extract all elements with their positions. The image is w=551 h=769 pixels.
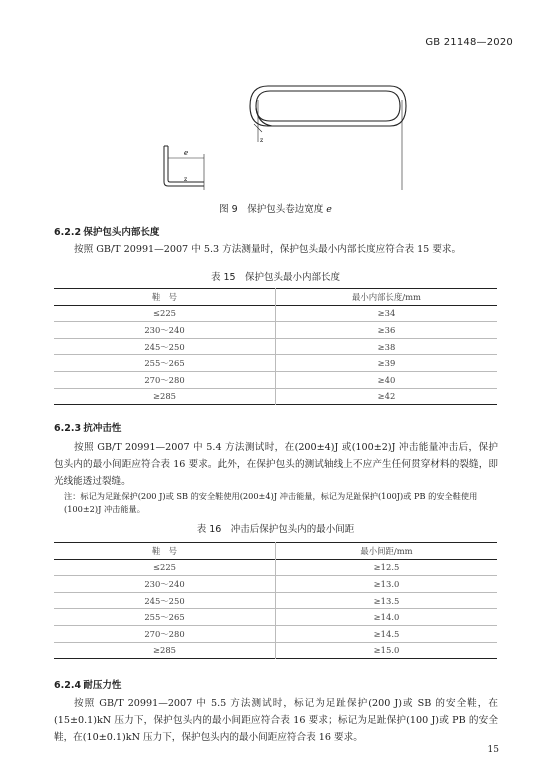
table-row (54, 609, 497, 626)
section-number: 6.2.2 (54, 227, 82, 238)
table-row (54, 355, 497, 372)
toe-cap-top-drawing (250, 86, 406, 126)
section-6-2-4-heading (54, 677, 121, 691)
table-row (54, 559, 497, 576)
table-header-cell: 最小间距/mm (360, 545, 413, 556)
section-6-2-3-note: 注：标记为足趾保护(200 J)或 SB 的安全鞋使用(200±4)J 冲击能量，标记为足趾保护(100J)或 PB 的安全鞋使用(100±2)J 冲击能量。 (64, 491, 478, 514)
table-cell: ≥34 (377, 308, 396, 319)
table-row (54, 576, 497, 593)
table-row (54, 625, 497, 642)
table-cell: 245～250 (54, 592, 276, 609)
table-15 (54, 288, 497, 405)
table-16-title: 表 16 冲击后保护包头内的最小间距 (196, 524, 355, 535)
section-6-2-3-body: 按照 GB/T 20991—2007 中 5.4 方法测试时，在(200±4)J 或(100±2)J 冲击能量冲击后，保护包头内的最小间距应符合表 16 要求。此外，在保护包头的测试轴线上不应产生任何贯穿材料的裂缝，即光线能透过裂缝。 (54, 442, 498, 487)
table-15-title: 表 15 保护包头最小内部长度 (210, 272, 341, 283)
figure-caption (0, 201, 551, 215)
table-cell: ≥39 (377, 358, 396, 369)
table-cell: ≥14.5 (373, 628, 400, 639)
table-row (54, 338, 497, 355)
table-cell: ≤225 (54, 559, 276, 576)
section-6-2-4-body: 按照 GB/T 20991—2007 中 5.5 方法测试时，标记为足趾保护(200 J)或 SB 的安全鞋，在(15±0.1)kN 压力下，保护包头内的最小间距应符合表 16 要求；标记为足趾保护(100 J)或 PB 的安全鞋，在(10±0.1)kN 压力下，保护包头内的最小间距应符合表 16 要求。 (54, 698, 498, 743)
toe-cap-figure (150, 78, 430, 190)
table-cell: 230～240 (54, 576, 276, 593)
label-z-left: z (184, 176, 188, 183)
table-cell: ≤225 (54, 305, 276, 322)
table-row (54, 388, 497, 405)
section-6-2-3-heading (54, 420, 121, 434)
table-cell: 255～265 (54, 355, 276, 372)
section-number: 6.2.4 (54, 680, 82, 691)
table-cell: ≥40 (377, 374, 396, 385)
table-cell: ≥285 (54, 388, 276, 405)
table-cell: 245～250 (54, 338, 276, 355)
section-title: 抗冲击性 (83, 423, 122, 434)
table-cell: ≥36 (377, 324, 396, 335)
table-header-cell: 鞋 号 (54, 289, 276, 306)
table-header-cell: 最小内部长度/mm (352, 291, 421, 302)
table-cell: 230～240 (54, 322, 276, 339)
table-row (54, 305, 497, 322)
standard-code: GB 21148—2020 (425, 37, 513, 48)
figure-caption-text: 图 9 保护包头卷边宽度 (219, 204, 324, 215)
table-header-row (54, 289, 497, 306)
section-title: 保护包头内部长度 (83, 227, 160, 238)
label-z-right: z (260, 137, 264, 144)
table-cell: ≥285 (54, 642, 276, 659)
dimension-lines (254, 100, 402, 190)
table-cell: ≥42 (377, 391, 396, 402)
table-row (54, 322, 497, 339)
table-row (54, 592, 497, 609)
table-cell: ≥12.5 (373, 562, 400, 573)
table-cell: 270～280 (54, 625, 276, 642)
table-header-cell: 鞋 号 (54, 543, 276, 560)
table-cell: ≥14.0 (373, 612, 400, 623)
table-row (54, 642, 497, 659)
section-6-2-2-heading (54, 224, 159, 238)
table-cell: 270～280 (54, 371, 276, 388)
table-cell: ≥13.0 (373, 578, 400, 589)
figure-caption-var: e (326, 204, 332, 215)
section-number: 6.2.3 (54, 423, 82, 434)
section-title: 耐压力性 (83, 680, 122, 691)
table-row (54, 371, 497, 388)
table-cell: ≥15.0 (373, 645, 400, 656)
table-cell: 255～265 (54, 609, 276, 626)
table-cell: ≥38 (377, 341, 396, 352)
table-16 (54, 542, 497, 659)
table-header-row (54, 543, 497, 560)
page-number: 15 (487, 745, 499, 755)
label-e: e (184, 149, 189, 157)
table-cell: ≥13.5 (373, 595, 400, 606)
section-6-2-2-body: 按照 GB/T 20991—2007 中 5.3 方法测量时，保护包头最小内部长度应符合表 15 要求。 (74, 244, 462, 255)
